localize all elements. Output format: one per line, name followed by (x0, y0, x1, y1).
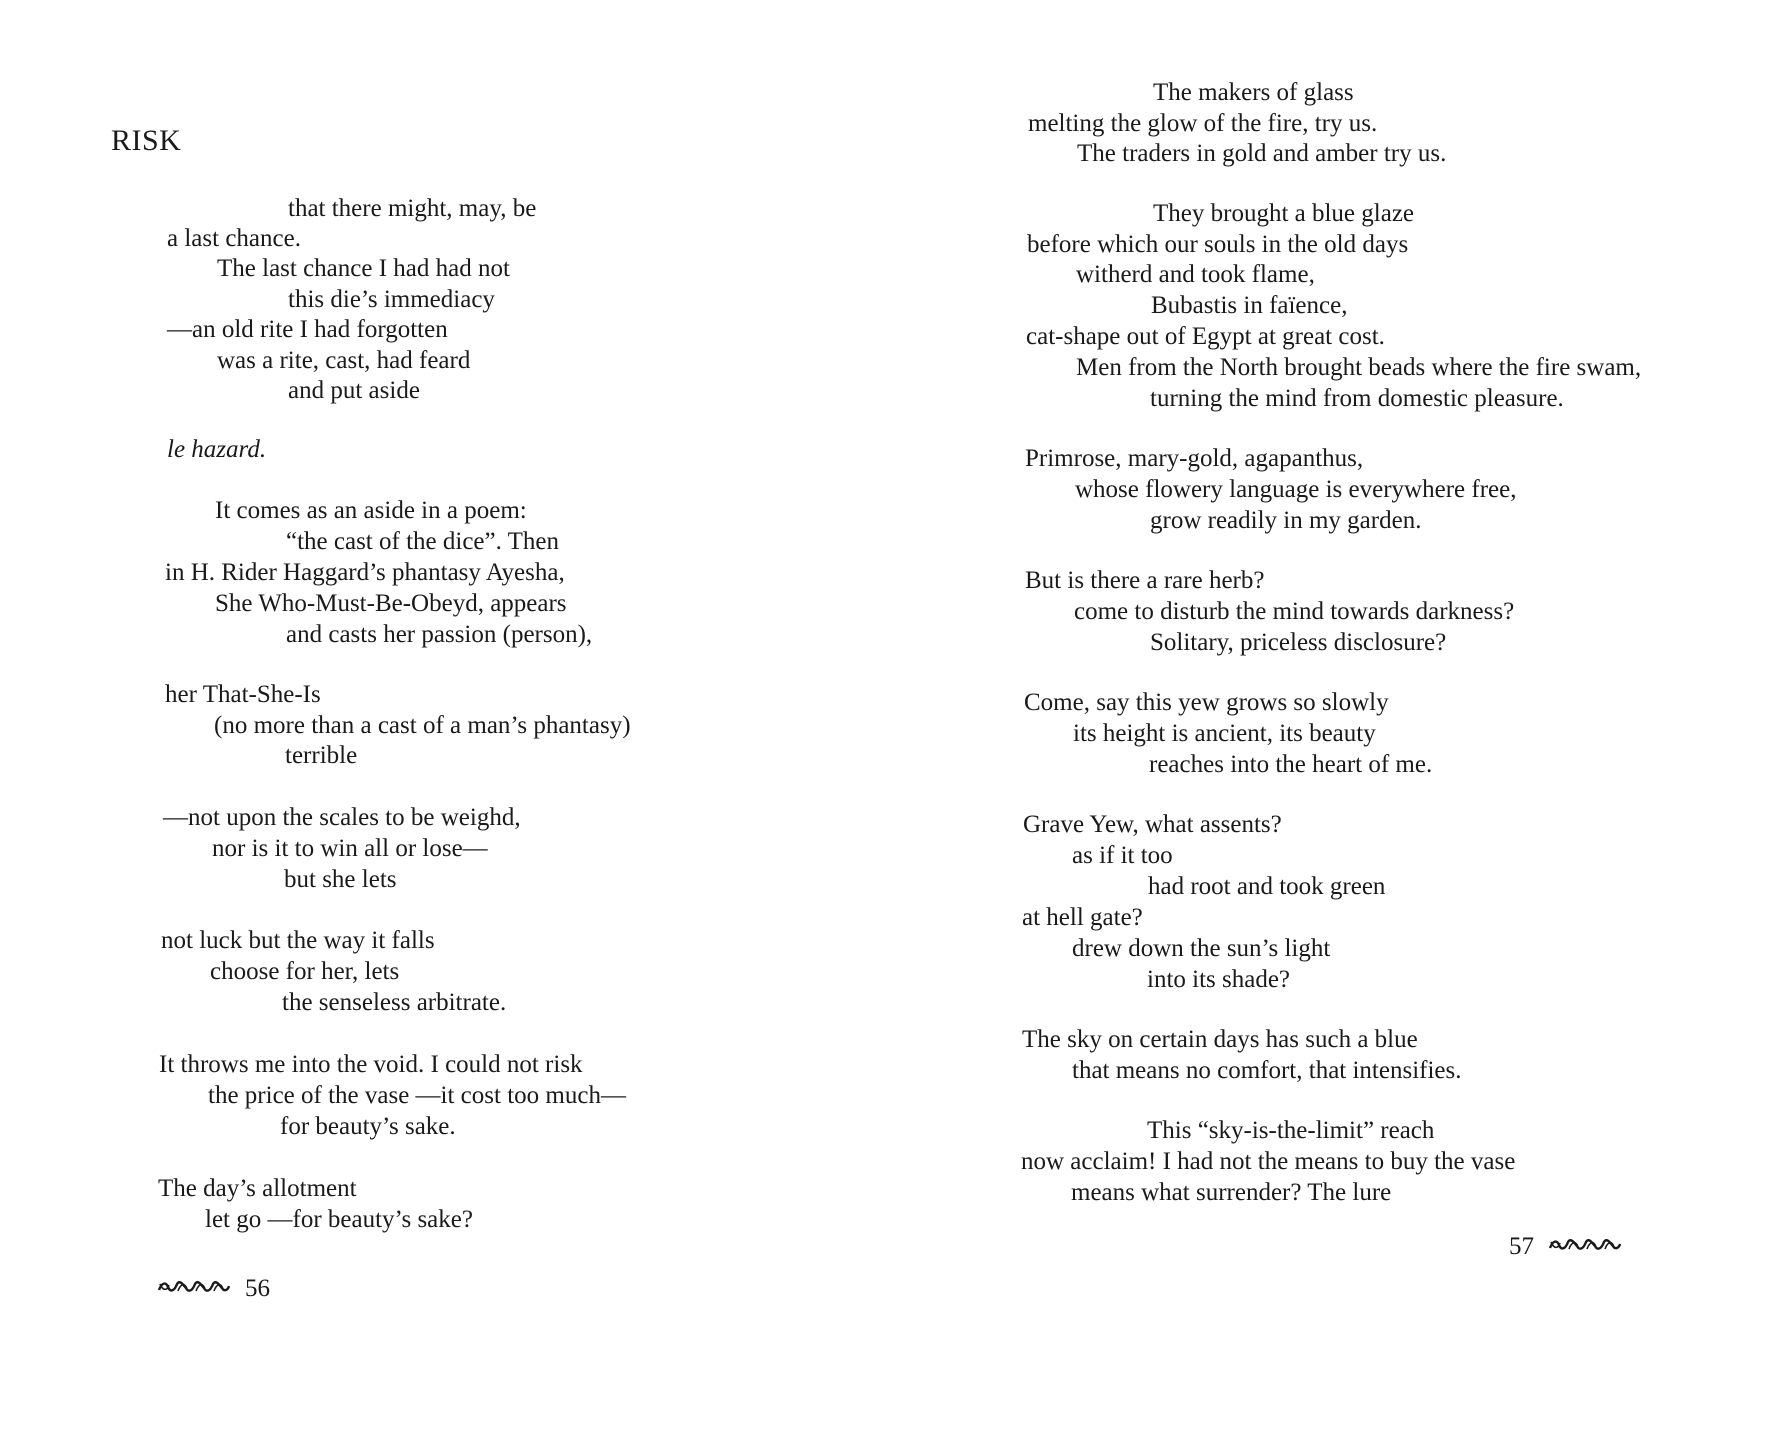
poem-line: her That-She-Is (165, 681, 321, 708)
poem-line: Grave Yew, what assents? (1023, 811, 1282, 838)
poem-line: the price of the vase —it cost too much— (208, 1082, 626, 1109)
poem-line: that means no comfort, that intensifies. (1072, 1057, 1462, 1084)
poem-line: and put aside (288, 377, 420, 404)
poem-line: terrible (285, 742, 358, 769)
poem-line: Men from the North brought beads where the fire swam, (1076, 354, 1642, 381)
poem-line: le hazard. (167, 436, 267, 463)
poem-line: It comes as an aside in a poem: (215, 497, 527, 524)
poem-line: reaches into the heart of me. (1149, 751, 1433, 778)
poem-line: whose flowery language is everywhere free, (1075, 476, 1517, 503)
poem-line: The day’s allotment (158, 1175, 357, 1202)
poem-line: —not upon the scales to be weighd, (163, 804, 521, 831)
poem-line: before which our souls in the old days (1027, 231, 1409, 258)
poem-line: The traders in gold and amber try us. (1077, 140, 1447, 167)
page-number: 57 (1509, 1233, 1534, 1260)
poem-line: in H. Rider Haggard’s phantasy Ayesha, (165, 559, 565, 586)
poem-line: The makers of glass (1153, 79, 1354, 106)
poem-line: a last chance. (167, 225, 301, 252)
poem-line: as if it too (1072, 842, 1173, 869)
poem-line: Primrose, mary-gold, agapanthus, (1025, 445, 1364, 472)
poem-line: this die’s immediacy (288, 286, 495, 313)
poem-line: but she lets (284, 866, 397, 893)
poem-line: The last chance I had had not (217, 255, 510, 282)
poem-line: cat-shape out of Egypt at great cost. (1026, 323, 1385, 350)
poem-line: melting the glow of the fire, try us. (1028, 110, 1378, 137)
poem-line: This “sky-is-the-limit” reach (1147, 1117, 1435, 1144)
poem-line: They brought a blue glaze (1153, 200, 1415, 227)
poem-line: was a rite, cast, had feard (217, 347, 471, 374)
right-page (900, 0, 1791, 1429)
poem-line: She Who-Must-Be-Obeyd, appears (215, 590, 567, 617)
poem-line: the senseless arbitrate. (282, 989, 507, 1016)
poem-line: not luck but the way it falls (161, 927, 435, 954)
poem-line: The sky on certain days has such a blue (1022, 1026, 1418, 1053)
poem-line: (no more than a cast of a man’s phantasy) (214, 712, 631, 739)
poem-line: its height is ancient, its beauty (1073, 720, 1376, 747)
poem-line: Come, say this yew grows so slowly (1024, 689, 1389, 716)
poem-line: let go —for beauty’s sake? (205, 1206, 473, 1233)
poem-line: Bubastis in faïence, (1151, 292, 1348, 319)
wave-ornament-icon (158, 1280, 230, 1294)
poem-line: for beauty’s sake. (280, 1113, 456, 1140)
poem-line: had root and took green (1148, 873, 1386, 900)
poem-line: choose for her, lets (210, 958, 400, 985)
poem-line: come to disturb the mind towards darkness? (1074, 598, 1515, 625)
poem-line: means what surrender? The lure (1071, 1179, 1392, 1206)
poem-line: and casts her passion (person), (286, 621, 593, 648)
poem-line: drew down the sun’s light (1072, 935, 1331, 962)
poem-line: that there might, may, be (288, 195, 537, 222)
poem-line: Solitary, priceless disclosure? (1150, 629, 1447, 656)
wave-ornament-icon (1549, 1238, 1621, 1252)
poem-line: But is there a rare herb? (1025, 567, 1265, 594)
poem-line: into its shade? (1147, 966, 1291, 993)
poem-line: now acclaim! I had not the means to buy the vase (1021, 1148, 1516, 1175)
poem-line: It throws me into the void. I could not risk (159, 1051, 583, 1078)
poem-line: —an old rite I had forgotten (167, 316, 448, 343)
page-number: 56 (245, 1275, 270, 1302)
poem-line: nor is it to win all or lose— (212, 835, 488, 862)
poem-line: turning the mind from domestic pleasure. (1150, 385, 1564, 412)
poem-line: grow readily in my garden. (1150, 507, 1422, 534)
poem-line: “the cast of the dice”. Then (286, 528, 560, 555)
poem-title: RISK (111, 124, 182, 157)
poem-line: at hell gate? (1022, 904, 1143, 931)
poem-line: witherd and took flame, (1076, 261, 1315, 288)
